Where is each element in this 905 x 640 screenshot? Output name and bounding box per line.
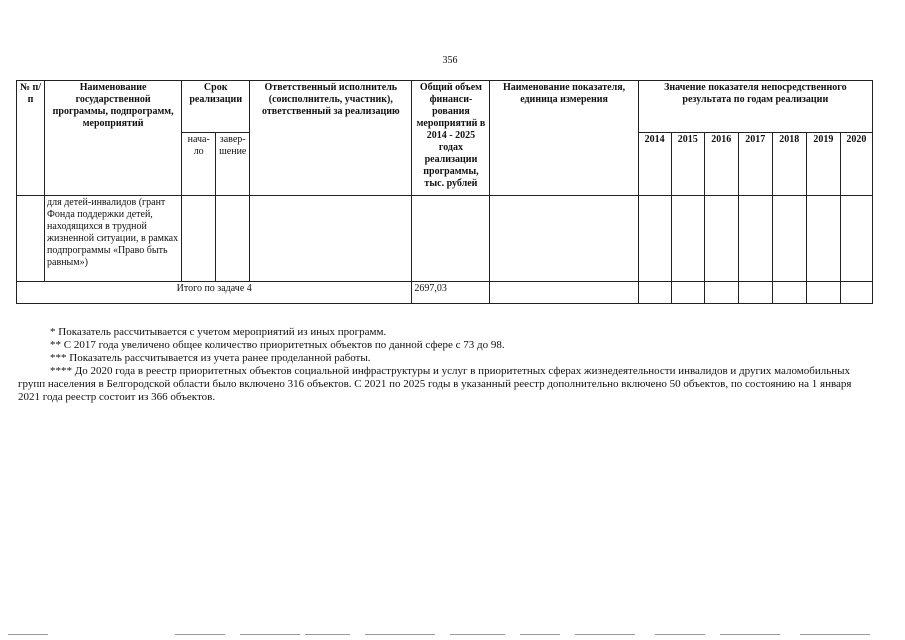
header-responsible: Ответственный исполнитель (соисполнитель, участник), ответственный за реализацию	[250, 81, 412, 196]
header-values-title: Значение показателя непосредственного результата по годам реализации	[638, 81, 872, 133]
cell-term-end	[216, 196, 250, 282]
scan-artifact-line	[0, 632, 905, 638]
header-year: 2019	[806, 133, 840, 196]
cell-year-value	[806, 196, 840, 282]
footnote: *** Показатель рассчитывается из учета ранее проделанной работы.	[50, 352, 371, 364]
program-table	[16, 80, 873, 304]
total-year-value	[704, 282, 738, 304]
header-year: 2014	[638, 133, 671, 196]
footnote: **** До 2020 года в реестр приоритетных объектов социальной инфраструктуры и услуг в приоритетных сферах жизнедеятельности инвалидов и других маломобильных групп населения в Белгородской области было включено 316 объектов. С 2021 по 2025 годы в указанный реестр дополнительно включено 50 объектов, по состоянию на 1 января 2021 года реестр состоит из 366 объектов.	[18, 365, 852, 403]
header-name: Наименование государственной программы, подпрограмм, мероприятий	[45, 81, 182, 196]
total-year-value	[840, 282, 872, 304]
total-indicator	[490, 282, 638, 304]
header-year: 2015	[671, 133, 704, 196]
footnotes	[18, 326, 873, 404]
header-year: 2018	[772, 133, 806, 196]
header-num: № п/п	[17, 81, 45, 196]
cell-year-value	[840, 196, 872, 282]
cell-year-value	[671, 196, 704, 282]
cell-indicator	[490, 196, 638, 282]
cell-year-value	[738, 196, 772, 282]
header-term: Срок реализации	[182, 81, 250, 133]
header-total-volume: Общий объем финанси-рования мероприятий в 2014 - 2025 годах реализации программы, тыс. рублей	[412, 81, 490, 196]
total-year-value	[806, 282, 840, 304]
footnote: * Показатель рассчитывается с учетом мероприятий из иных программ.	[50, 326, 387, 338]
page-number: 356	[442, 55, 458, 66]
total-year-value	[738, 282, 772, 304]
header-row-1	[17, 81, 873, 133]
total-label: Итого по задаче 4	[17, 282, 412, 304]
total-year-value	[772, 282, 806, 304]
cell-year-value	[638, 196, 671, 282]
cell-year-value	[772, 196, 806, 282]
total-row	[17, 282, 873, 304]
cell-year-value	[704, 196, 738, 282]
total-year-value	[638, 282, 671, 304]
header-term-start: нача-ло	[182, 133, 216, 196]
cell-responsible	[250, 196, 412, 282]
cell-num	[17, 196, 45, 282]
cell-activity-name: для детей-инвалидов (грант Фонда поддержки детей, находящихся в трудной жизненной ситуации, в рамках подпрограммы «Право быть равным»)	[45, 196, 182, 282]
total-value: 2697,03	[412, 282, 490, 304]
header-year: 2020	[840, 133, 872, 196]
table-row	[17, 196, 873, 282]
header-indicator: Наименование показателя, единица измерения	[490, 81, 638, 196]
header-term-end: завер-шение	[216, 133, 250, 196]
header-year: 2017	[738, 133, 772, 196]
total-year-value	[671, 282, 704, 304]
cell-total-volume	[412, 196, 490, 282]
header-year: 2016	[704, 133, 738, 196]
cell-term-start	[182, 196, 216, 282]
footnote: ** С 2017 года увеличено общее количество приоритетных объектов по данной сфере с 73 до 98.	[50, 339, 505, 351]
